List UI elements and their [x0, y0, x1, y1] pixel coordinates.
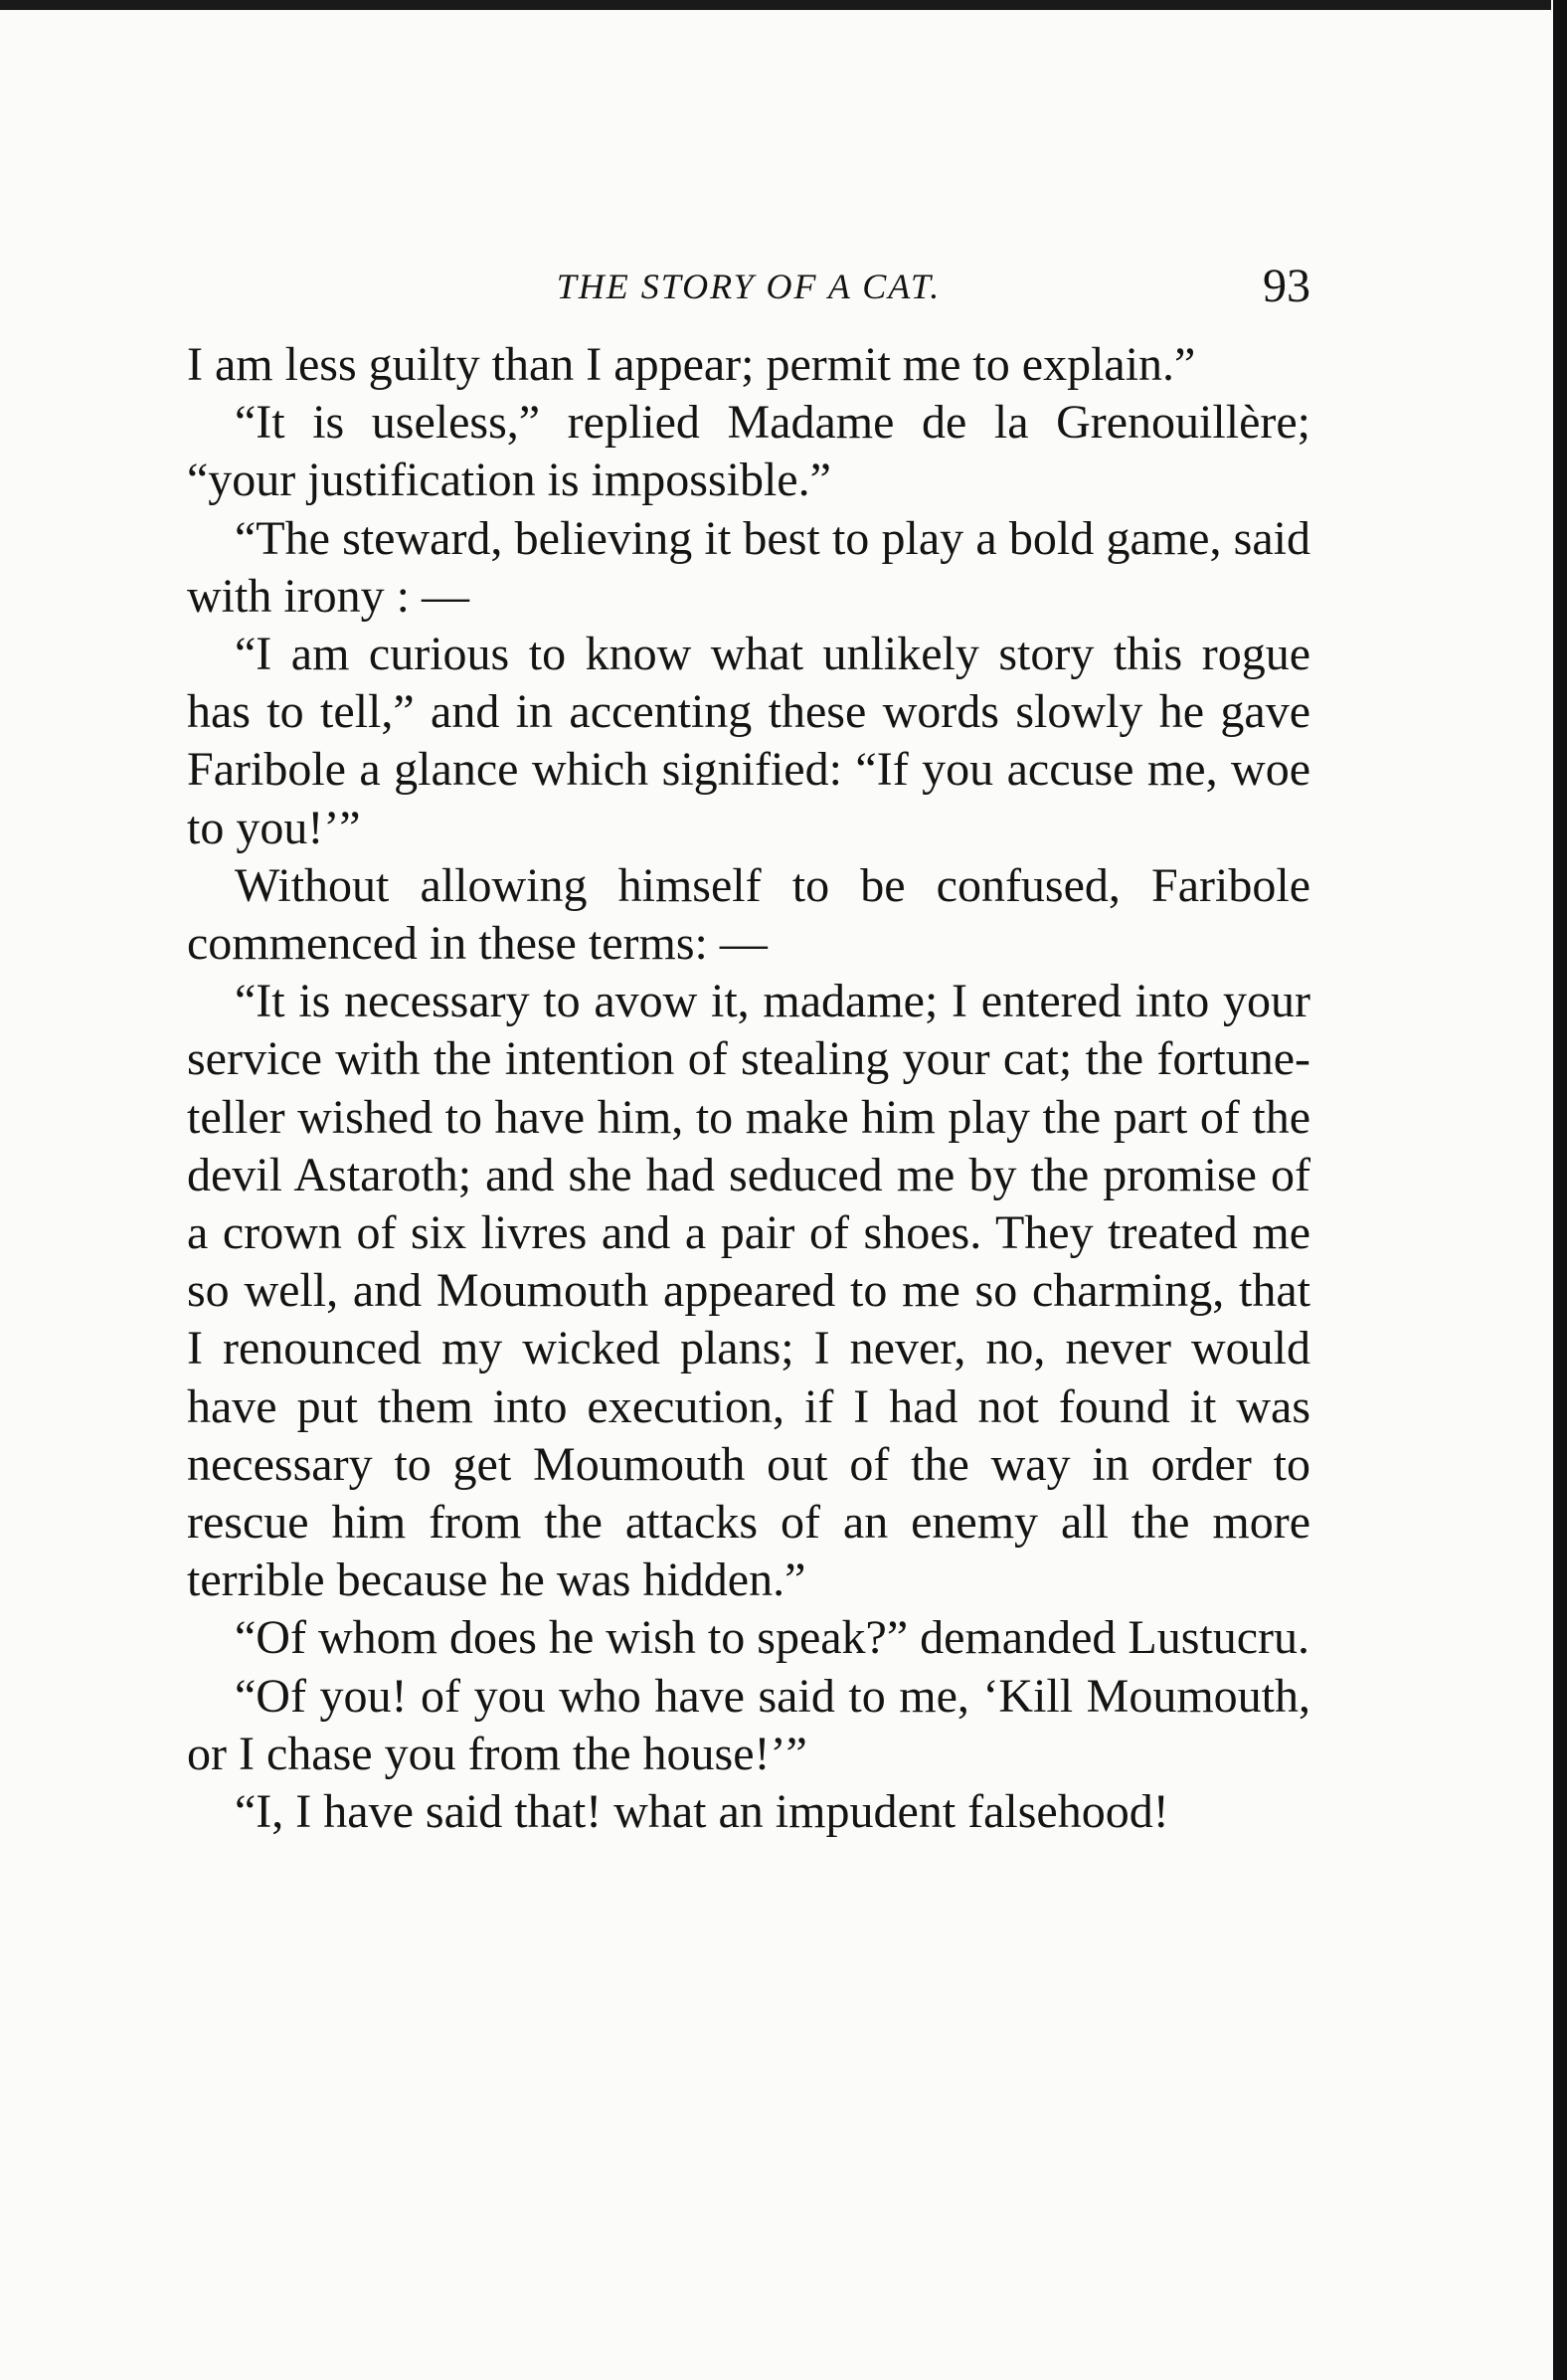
paragraph-5: Without allowing himself to be confused, Faribole commenced in these terms: — [187, 858, 1310, 971]
running-header [187, 257, 1310, 316]
paragraph-8: “Of you! of you who have said to me, ‘Kill Moumouth, or I chase you from the house!’” [187, 1669, 1310, 1780]
paragraph-7: “Of whom does he wish to speak?” demanded Lustucru. [235, 1611, 1310, 1665]
paragraph-1: I am less guilty than I appear; permit me to explain.” [187, 338, 1196, 391]
right-border-rule [1553, 0, 1567, 2380]
paragraph-3: “The steward, believing it best to play a bold game, said with irony : — [187, 511, 1310, 623]
paragraph-6: “It is necessary to avow it, madame; I entered into your service with the intention of stealing your cat; the fortune-teller wished to have him, to make him play the part of the devil Astaroth; and she had seduced me by the promise of a crown of six livres and a pair of shoes. They treated me so well, and Moumouth appeared to me so charming, that I renounced my wicked plans; I never, no, never would have put them into execution, if I had not found it was necessary to get Moumouth out of the way in order to rescue him from the attacks of an enemy all the more terrible because he was hidden.” [187, 975, 1310, 1607]
paragraph-2: “It is useless,” replied Madame de la Grenouillère; “your justification is impossible.” [187, 396, 1310, 507]
running-title: THE STORY OF A CAT. [556, 267, 942, 306]
paragraph-4: “I am curious to know what unlikely story this rogue has to tell,” and in accenting these words slowly he gave Faribole a glance which signified: “If you accuse me, woe to you!’” [187, 628, 1310, 854]
page-number: 93 [1263, 260, 1310, 312]
top-border-rule [0, 0, 1551, 10]
body-text [187, 336, 1310, 1841]
paragraph-9: “I, I have said that! what an impudent falsehood! [235, 1785, 1169, 1839]
